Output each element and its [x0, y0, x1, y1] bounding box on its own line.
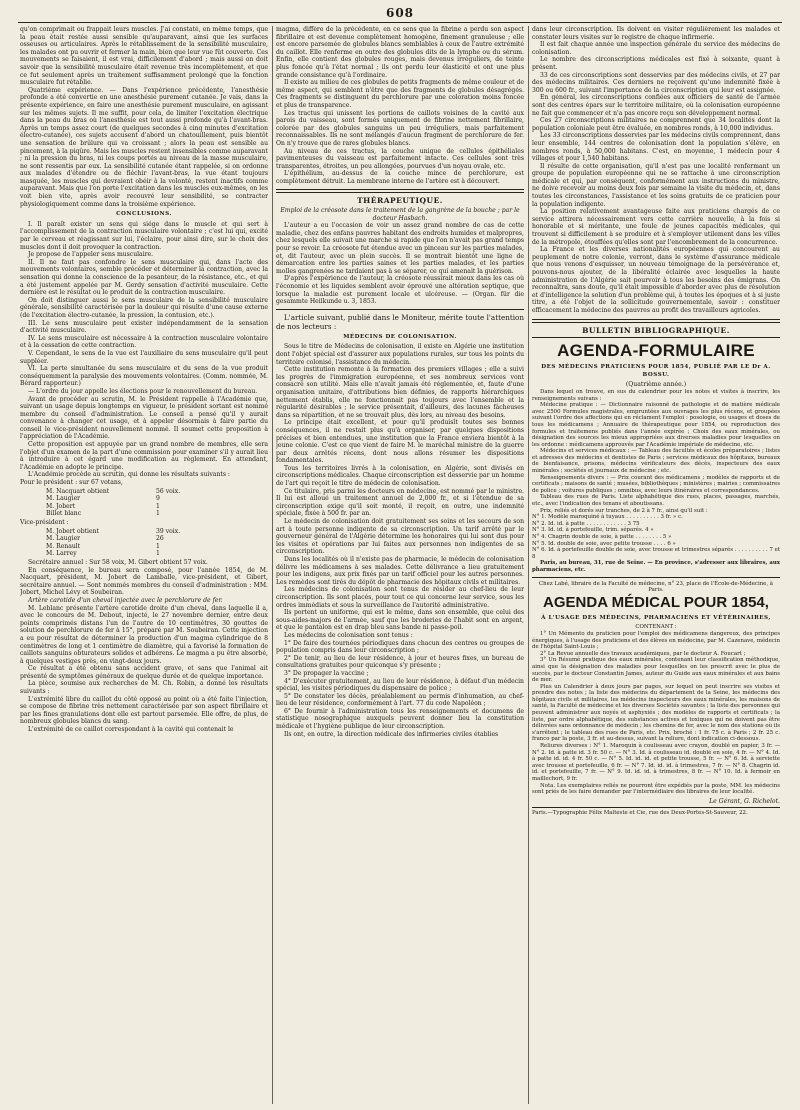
paragraph: L'auteur a eu l'occasion de voir un assez grand nombre de cas de cette maladie, chez des enfans pauvres habitant des endroits humides et malpropres, chez lesquels elle suivait une marche si rapide que l'on n'avait pas grand temps pour se revoir. La créosote fut étendue avec un pinceau sur les parties malades, et, dit l'auteur, avec un plein succès. Il se montrait bientôt une ligne de démarcation entre les parties saines et les parties malades, et les parties molles gangrenées ne tardaient pas à se séparer, ce qui amenait la guérison.	[276, 222, 524, 275]
paragraph: III. Le sens musculaire peut exister indépendamment de la sensation d'activité musculaire.	[20, 319, 268, 335]
paragraph: Artère carotide d'un cheval injectée avec le perchlorure de fer.	[28, 596, 223, 604]
section-heading: CONCLUSIONS.	[116, 211, 172, 218]
paragraph: Ils ont, en outre, la direction médicale des infirmeries civiles établies	[284, 730, 499, 738]
paragraph: 2° De tenir, au lieu de leur résidence, à jour et heures fixes, un bureau de consultations gratuites pour quiconque s'y présente ;	[276, 654, 524, 670]
paragraph: — L'ordre du jour appelle les élections pour le renouvellement du bureau.	[28, 387, 258, 395]
paragraph: L'épithélium, au-dessus de la couche mince de perchlorure, est complètement détruit. La membrane interne de l'artère est à découvert.	[276, 170, 524, 185]
column-1	[20, 26, 268, 1104]
paragraph: Secrétaire annuel : Sur 58 voix, M. Gibert obtient 57 voix.	[28, 558, 208, 566]
vote-count: 9	[156, 495, 160, 503]
header-rule	[18, 22, 782, 23]
vote-row	[46, 488, 268, 496]
article-title: Emploi de la créosote dans le traitement de la gangrène de la bouche ; par le docteur Hasbach.	[280, 207, 520, 222]
paragraph: Paris, au bureau, 31, rue de Seine. — En province, s'adresser aux libraires, aux pharmaciens, etc.	[532, 560, 780, 573]
vice-label: Vice-président :	[20, 519, 69, 526]
column-separator	[272, 26, 273, 1104]
vote-name: M. Jobert	[46, 502, 76, 510]
vote-name: M. Renault	[46, 542, 81, 550]
paragraph: Reliures diverses : N° 1. Maroquin à coulisseau avec crayon, doublé en papier, 3 fr. — N° 2. Id. à patte id. 3 fr. 50 c. — N° 3. Id. à coulisseau id. doublé en soie, 4 fr. — N° 4. Id. à patte id. id. 4 fr. 50 c. — N° 5. Id. id. id. et petite trousse, 5 fr. — N° 6. Id. à serviette avec trousse et portefeuille, 6 fr. — N° 7. Id. id. id. à trimestres, 7 fr. — N° 8. Chagrin id. id. et portefeuille, 7 fr. — N° 9. Id. id. id. à trimestres, 8 fr. — N° 10. Id. à fermoir en maillechort, 9 fr.	[532, 743, 780, 782]
price-item: N° 6. Id. à portefeuille double de soie, avec trousse et trimestres séparés . . . . . . . . . . 7 et 8	[532, 547, 780, 560]
agenda-subtitle: DES MÉDECINS PRATICIENS POUR 1854, PUBLIÉ PAR LE Dr A. BOSSU.	[541, 364, 771, 378]
paragraph: 3° De propager la vaccine ;	[284, 669, 369, 677]
paragraph: Médecins et services médicaux : — Tableau des facultés et écoles préparatoires ; listes et adresses des médecins et dentistes de Paris ; services médicaux des hôpitaux, bureaux de bienfaisance, prisons, médecins vérificateurs des décès, inspecteurs des eaux minérales ; sociétés et journaux de médecine ; etc.	[532, 448, 780, 475]
vote-count: 1	[156, 550, 160, 558]
paragraph: II. Il ne faut pas confondre le sens musculaire qui, dans l'acte des mouvements volontaires, semble précéder et déterminer la contraction, avec la sensation qui donne la conscience de la pesanteur, de la résistance, etc., et qui a été justement appelée par M. Gerdy sensation d'activité musculaire. Cette dernière est le résultat ou le produit de la contraction musculaire.	[20, 258, 268, 297]
paragraph: Plus un Calendrier à deux jours par pages, sur lequel on peut inscrire ses visites et prendre des notes ; la liste des médecins du département de la Seine, les médecins des hôpitaux civils et militaires, les médecins inspecteurs des eaux minérales, les maisons de santé, la Faculté de médecine et les diverses Sociétés savantes ; la liste des personnes qui peuvent administrer aux noyés et asphyxiés ; des modèles de rapports et certificats ; la liste, par ordre alphabétique, des substances actives et toxiques qui ne doivent pas être délivrées sans ordonnance de médecin ; les chemins de fer, avec le nom des stations où ils s'arrêtent ; le tableau des rues de Paris, etc. Prix, broché : 1 fr. 75 c. à Paris ; 2 fr. 25 c. franco par la poste, 3 fr. et au-dessus, suivant la reliure, dont indication ci-dessous.	[532, 683, 780, 743]
paragraph: Les tractus qui unissent les portions de caillots voisines de la cavité aux parois du vaisseau, sont formés uniquement de fibrine nettement fibrillaire, colorée par des globules sanguins un peu irréguliers, mais parfaitement reconnaissables. Ils ne sont mélangés d'aucun fragment de perchlorure de fer. On n'y trouve que de rares globules blancs.	[276, 109, 524, 147]
agenda2-subtitle: À L'USAGE DES MÉDECINS, PHARMACIENS ET VÉTÉRINAIRES,	[541, 614, 771, 621]
paragraph: En conséquence, le bureau sera composé, pour l'année 1854, de M. Nacquart, président, M. Jobert de Lamballe, vice-président, et Gibert, secrétaire annuel. — Sont nommés membres du conseil d'administration : MM. Jobert, Michel Lévy et Soubeiran.	[20, 566, 268, 597]
paragraph: IV. Le sens musculaire est nécessaire à la contraction musculaire volontaire et à la cessation de cette contraction.	[20, 334, 268, 350]
paragraph: V. Cependant, le sens de la vue est l'auxiliaire du sens musculaire qu'il peut suppléer.	[20, 349, 268, 365]
paragraph: L'extrémité libre du caillot du côté opposé au point où a été faite l'injection, se compose de fibrine très nettement caractérisée par son aspect fibrillaire et par les fines granulations dont elle est partout parsemée. Elle offre, de plus, de nombreux globules blancs du sang.	[20, 695, 268, 726]
paragraph: 5° De constater les décès, préalablement au permis d'inhumation, au chef-lieu de leur résidence, conformément à l'art. 77 du code Napoléon ;	[276, 692, 524, 708]
paragraph: Au niveau de ces tractus, la couche unique de cellules épithéliales pavimenteuses du vaisseau est parfaitement intacte. Ces cellules sont très transparentes, étroites, un peu allongées, pourvues d'un noyau ovale, etc.	[276, 147, 524, 170]
paragraph: Il existe au milieu de ces globules de petits fragments de même couleur et de même aspect, qui semblent n'être que des fragments de globules désagrégés. Ces fragments se distinguent du perchlorure par une coloration moins foncée et plus de transparence.	[276, 79, 524, 109]
divider	[532, 337, 780, 338]
vote-name: M. Nacquart obtient	[46, 487, 110, 495]
vote-count: 26	[156, 535, 164, 543]
price-item: N° 4. Chagrin double de soie, à patte . . . . . . . . 5 »	[532, 534, 672, 540]
paragraph: Quatrième expérience. — Dans l'expérience précédente, l'anesthésie profonde a été convertie en une anesthésie purement cutanée. Je vais, dans la présente expérience, en faire une anesthésie purement musculaire, en agissant sur les mêmes sujets. Il me suffit, pour cela, de limiter l'excitation électrique dans la peau du bras où l'anesthésie est tout aussi profonde qu'à l'avant-bras. Après un temps assez court (de quelques secondes à cinq minutes d'excitation électro-cutanée), ces sujets accusent d'abord un chatouillement, puis bientôt une sensation de brûlure qui va croissant ; alors la peau est sensible au pincement, à la piqûre. Mais les muscles restent insensibles comme auparavant ; ni la pression du bras, ni les coups portés au niveau de la masse musculaire, ne sont ressentis par eux. La sensibilité cutanée étant rappelée, si on ordonne aux malades d'étendre ou de fléchir l'avant-bras, la vue étant toujours masquée, les muscles qui devraient obéir à la volonté, restent inactifs comme auparavant. Mais que l'on porte l'excitation dans les muscles eux-mêmes, on les voit bien vite, après avoir recouvré leur sensibilité, se contracter physiologiquement comme dans la troisième expérience.	[20, 86, 268, 208]
agenda-title: AGENDA-FORMULAIRE	[557, 341, 755, 361]
paragraph: Tous les territoires livrés à la colonisation, en Algérie, sont divisés en circonscriptions médicales. Chaque circonscription est desservie par un homme de l'art qui reçoit le titre de médecin de colonisation.	[276, 464, 524, 488]
paragraph: Chez Labé, libraire de la Faculté de médecine, n° 23, place de l'École-de-Médecine, à Paris.	[539, 580, 773, 594]
paragraph: On doit distinguer aussi le sens musculaire de la sensibilité musculaire générale, sensibilité caractérisée par la douleur qui résulte d'une cause externe (de l'excitation électro-cutanée, la pression, la contusion, etc.).	[20, 296, 268, 319]
paragraph: 6° De fournir à l'administration tous les renseignements et documens de statistique nosographique auxquels peuvent donner lieu la constitution médicale et l'hygiène publique de leur circonscription.	[276, 707, 524, 731]
paragraph: Il est fait chaque année une inspection générale du service des médecins de colonisation.	[532, 41, 780, 56]
paragraph: 3° Un Résumé pratique des eaux minérales, contenant leur classification méthodique, ainsi que la désignation des maladies pour lesquelles on les prescrit avec le plus de succès, par le docteur Constantin James, auteur du Guide aux eaux minérales et aux bains de mer.	[532, 657, 780, 684]
paragraph: Nota. Les exemplaires reliés ne pourront être expédiés par la poste, MM. les médecins sont priés de les faire demander par l'intermédiaire des libraires de leur localité.	[532, 782, 780, 796]
paragraph: Ils portent un uniforme, qui est le même, dans son ensemble, que celui des sous-aides-majors de l'armée, sauf que les broderies de l'habit sont en argent, et que le pantalon est en drap bleu sans bande ni passe-poil.	[276, 609, 524, 632]
paragraph: qu'on comprimait ou frappait leurs muscles. J'ai constaté, en même temps, que la peau était restée aussi sensible qu'auparavant, ainsi que les surfaces osseuses ou articulaires. Après le rétablissement de la sensibilité musculaire, les malades ont pu ouvrir et fermer la main, bien que leur vue fût couverte. Ces mouvements se faisaient, il est vrai, difficilement d'abord ; mais aussi on doit savoir que la sensibilité musculaire était revenue très incomplètement, et que ce fut seulement après un traitement suffisamment prolongé que la fonction musculaire fut rétablie.	[20, 26, 268, 87]
divider	[532, 577, 780, 578]
section-heading: THÉRAPEUTIQUE.	[357, 196, 443, 206]
price-item: N° 2. Id. id. à patte . . . . . . . . . . . . 3 75	[532, 520, 640, 527]
paragraph: Ce titulaire, pris parmi les docteurs en médecine, est nommé par le ministre. Il lui est alloué un traitement annuel de 2,000 fr., et si l'étendue de sa circonscription exige qu'il soit monté, il reçoit, en outre, une indemnité spéciale, fixée à 500 fr. par an.	[276, 487, 524, 518]
imprint: Paris.—Typographie Félix Malteste et Cie, rue des Deux-Portes-St-Sauveur, 22.	[532, 810, 748, 817]
paragraph: Le médecin de colonisation doit gratuitement ses soins et les secours de son art à toute personne indigente de sa circonscription. Un tarif arrêté par le gouverneur général de l'Algérie détermine les honoraires qui lui sont dus pour les visites et opérations par lui faites aux personnes non indigentes de sa circonscription.	[276, 518, 524, 556]
paragraph: Ce résultat a été obtenu sans accident grave, et sans que l'animal ait présenté de symptômes généraux de quelque durée et de quelque importance.	[20, 665, 268, 680]
paragraph: 33 de ces circonscriptions sont desservies par des médecins civils, et 27 par des médecins militaires. Ces derniers ne reçoivent qu'une indemnité fixée à 300 ou 600 fr., suivant l'importance de la circonscription qui leur est assignée.	[532, 71, 780, 94]
divider	[276, 309, 524, 310]
vote-row	[46, 495, 268, 503]
paragraph: La France et les diverses nationalités européennes qui concourent au peuplement de notre colonie, verront, dans le système d'assurance médicale que nous venons d'esquisser, un nouveau témoignage de la persévérance et, pouvons-nous ajouter, de la libéralité éclairée avec lesquelles la haute administration de l'Algérie sait pourvoir à tous les besoins des émigrans. On reconnaîtra, sans doute, qu'il était impossible d'aborder avec plus de résolution et d'intelligence la solution d'un problème qui, à toutes les époques et à si juste titre, a été l'objet de la sollicitude gouvernementale, savoir : constituer efficacement la médecine des pauvres au profit des travailleurs agricoles.	[532, 246, 780, 314]
paragraph: dans leur circonscription. Ils doivent en visiter régulièrement les malades et constater leurs visites sur le registre de chaque infirmerie.	[532, 26, 780, 41]
vote-row	[46, 535, 268, 543]
paragraph: Renseignements divers : — Prix courant des médicamens ; modèles de rapports et de certificats ; maisons de santé ; musées, bibliothèques ; ministères ; mairies ; commissaires de police ; voitures publiques ; omnibus, avec leurs itinéraires et correspondances.	[532, 474, 780, 494]
divider	[532, 807, 780, 808]
paragraph: VI. La perte simultanée du sens musculaire et du sens de la vue produit conséquemment la paralysie des mouvements volontaires. (Comm. nommée, M. Bérard rapporteur.)	[20, 365, 268, 388]
vote-name: M. Jobert obtient	[46, 527, 99, 535]
vote-row	[46, 543, 268, 551]
column-3	[532, 26, 780, 1104]
paragraph: Cette institution remonte à la formation des premiers villages ; elle a suivi les progrès de l'immigration européenne, et ses nombreux services vont consacré son utilité. Mais elle n'avait jamais été réglementée, et, faute d'une organisation unitaire, d'attributions bien définies, de rapports hiérarchiques nettement établis, elle ne fonctionnait pas toujours avec l'ensemble et la régularité désirables ; le service présentait, d'ailleurs, des lacunes fâcheuses dans sa répartition, et ne se trouvait plus, dès lors, au niveau des besoins.	[276, 366, 524, 419]
page-number: 608	[385, 6, 415, 20]
vote-name: M. Laugier	[46, 495, 81, 503]
paragraph: 1° Un Mémento du praticien pour l'emploi des médicamens dangereux, des principes énergiques, à l'usage des praticiens et des élèves en médecine, par M. Cazenave, médecin de l'hôpital Saint-Louis ;	[532, 630, 780, 651]
paragraph: 4° D'exécuter gratuitement, au lieu de leur résidence, à défaut d'un médecin spécial, les visites périodiques du dispensaire de police ;	[276, 677, 524, 693]
vote-name: M. Laugier	[46, 535, 81, 543]
vote-count: 39 voix.	[156, 527, 181, 535]
price-item: N° 3. Id. id. à portefeuille, trim. séparés. 4 »	[532, 527, 654, 534]
vote-count: 1	[156, 510, 160, 518]
vote-count: 1	[156, 542, 160, 550]
paragraph: Ces 27 circonscriptions militaires ne comprennent que 34 localités dont la population coloniale peut être évaluée, en nombres ronds, à 10,000 individus.	[532, 117, 780, 132]
paragraph: Les médecins de colonisation sont tenus :	[284, 631, 413, 639]
section-rule	[276, 189, 524, 193]
paragraph: I. Il paraît exister un sens qui siége dans le muscle et qui sert à l'accomplissement de la contraction musculaire volontaire ; c'est lui qui, excité par le cerveau et réagissant sur lui, l'éclaire, pour ainsi dire, sur le choix des muscles dont il doit provoquer la contraction.	[20, 220, 268, 251]
gerant-signature: Le Gérant, G. Richelot.	[709, 797, 780, 805]
paragraph: D'après l'expérience de l'auteur, la créosote réussirait mieux dans les cas où l'économie et les liquides semblent avoir éprouvé une altération septique, que lorsque la maladie est purement locale et ulcéreuse. — (Organ. für die gesammte Heilkunde u. 3, 1853.	[276, 275, 524, 306]
paragraph: Il résulte de cette organisation, qu'il n'est pas une localité renfermant un groupe de population européenne qui ne se rattache à une circonscription médicale et qui, par conséquent, conformément aux instructions du ministre, ne doive recevoir au moins deux fois par semaine la visite du médecin, et, dans toutes les circonstances, l'assistance et les soins gratuits de ce praticien pour la population indigente.	[532, 162, 780, 208]
paragraph: En général, les circonscriptions confiées aux officiers de santé de l'armée sont des centres épars sur le territoire militaire, où la colonisation européenne ne fait que commencer et n'a pas encore reçu son développement normal.	[532, 94, 780, 117]
section-heading: BULLETIN BIBLIOGRAPHIQUE.	[582, 325, 730, 335]
vote-row	[46, 528, 268, 536]
vote-row	[46, 550, 268, 558]
paragraph: Le nombre des circonscriptions médicales est fixé à soixante, quant à présent.	[532, 56, 780, 71]
section-rule	[532, 319, 780, 323]
vote-name: Billet blanc	[46, 510, 82, 518]
agenda2-contenant: CONTENANT :	[635, 624, 677, 631]
paragraph: magma, diffère de la précédente, en ce sens que la fibrine a perdu son aspect fibrillaire et est devenue complètement homogène, finement granuleuse ; elle est encore parsemée de globules blancs semblables à ceux de l'autre extrémité du caillot. Elle renferme en outre des globules dits de la lymphe ou du sérum. Enfin, elle contient des globules rouges, mais devenus irréguliers, de teinte plus foncée qu'à l'état normal ; ils ont perdu leur élasticité et ont une plus grande consistance qu'à l'ordinaire.	[276, 26, 524, 79]
paragraph: Tableau des rues de Paris. Liste alphabétique des rues, places, passages, marchés, etc., avec l'indication des tenans et aboutissans.	[532, 494, 780, 508]
paragraph: L'article suivant, publié dans le Moniteur, mérite toute l'attention de nos lecteurs :	[276, 312, 524, 331]
vote-row	[46, 510, 268, 518]
paragraph: La pièce, soumise aux recherches de M. Ch. Robin, a donné les résultats suivants :	[20, 680, 268, 696]
section-heading: MÉDECINS DE COLONISATION.	[343, 333, 457, 340]
price-item: N° 1. Modèle maroquiné à tuyaux . . . . . . . . . . 3 fr. » c.	[532, 514, 683, 521]
president-line: Pour le président : sur 67 votans,	[20, 479, 123, 487]
paragraph: La position relativement avantageuse faite aux praticiens chargés de ce service attirera nécessairement vers cette carrière nouvelle, à la fois si honorable et si méritante, une foule de jeunes capacités médicales, qui trouvent si difficilement à se produire et à s'employer utilement dans les villes de la métropole, étouffées qu'elles sont par l'encombrement de la concurrence.	[532, 208, 780, 246]
column-separator	[528, 26, 529, 1104]
paragraph: Les médecins de colonisation sont tenus de résider au chef-lieu de leur circonscription. Ils sont placés, pour tout ce qui concerne leur service, sous les ordres immédiats et sous la surveillance de l'autorité administrative.	[276, 586, 524, 609]
price-item: N° 5. Id. double de soie, avec petite trousse . . . . 6 »	[532, 540, 676, 547]
paragraph: 2° La Revue annuelle des travaux académiques, par le docteur A. Foucart ;	[540, 650, 746, 657]
agenda2-title: AGENDA MÉDICAL POUR 1854,	[543, 593, 769, 611]
paragraph: M. Leblanc présente l'artère carotide droite d'un cheval, dans laquelle il a, avec le concours de M. Debout, injecté, le 27 novembre dernier, entre deux points comprimés distans l'un de l'autre de 10 centimètres, 30 gouttes de solution de perchlorure de fer à 15°, préparé par M. Soubeiran. Cette injection a eu pour résultat de déterminer la production d'un magma cylindrique de 8 centimètres de long et 1 centimètre de diamètre, qui a favorisé la formation de caillots sanguins obturateurs solides et adhérens. Le magma a pu être absorbé, à quelques vestiges près, en vingt-deux jours.	[20, 604, 268, 665]
column-2	[276, 26, 524, 1104]
paragraph: Sous le titre de Médecins de colonisation, il existe en Algérie une institution dont l'objet spécial est d'assurer aux populations rurales, sur tous les points du territoire colonisé, l'assistance du médecin.	[276, 343, 524, 366]
paragraph: Dans lequel on trouve, en sus du calendrier pour les notes et visites à inscrire, les renseignements suivans :	[532, 388, 780, 402]
paragraph: Les 33 circonscriptions desservies par les médecins civils comprennent, dans leur ensemble, 144 centres de colonisation dont la population s'élève, en nombres ronds, à 50,000 habitans. C'est, en moyenne, 1 médecin pour 4 villages et pour 1,540 habitans.	[532, 132, 780, 163]
paragraph: L'extrémité de ce caillot correspondant à la cavité qui contenait le	[28, 726, 234, 734]
president-votes	[46, 488, 268, 518]
paragraph: Dans les localités où il n'existe pas de pharmacie, le médecin de colonisation délivre les médicamens à ses malades. Cette délivrance a lieu gratuitement pour les indigens, aux prix fixés par un tarif officiel pour les autres personnes. Les remèdes sont tirés du dépôt de pharmacie des hôpitaux civils et militaires.	[276, 556, 524, 586]
paragraph: Médecine pratique : — Dictionnaire raisonné de pathologie et de matière médicale avec 2500 Formules magistrales, empruntées aux ouvrages les plus récens, et groupées suivant l'ordre des affections qui en réclament l'emploi : posologie, ou usages et doses de tous les médicamens ; Annuaire de thérapeutique pour 1854, ou reproduction des formules et traitemens publiés dans l'année expirée ; Choix des eaux minérales, ou désignation des sources les mieux appropriées aux diverses maladies pour lesquelles on les ordonne : médicamens approuvés par l'Académie impériale de médecine, etc.	[532, 402, 780, 448]
paragraph: Avant de procéder au scrutin, M. le Président rappelle à l'Académie que, suivant un usage depuis longtemps en vigueur, le président sortant est nommé membre du conseil d'administration. Le conseil a pensé qu'il y aurait convenance à changer cet usage, et à appeler désormais à faire partie du conseil le vice-président nouvellement nommé. Il soumet cette proposition à l'appréciation de l'Académie.	[20, 395, 268, 441]
vice-votes	[46, 528, 268, 558]
paragraph: 1° De faire des tournées périodiques dans chacun des centres ou groupes de population compris dans leur circonscription ;	[276, 639, 524, 655]
vote-name: M. Larrey	[46, 550, 77, 558]
paragraph: Je propose de l'appeler sens musculaire.	[28, 251, 154, 259]
vote-count: 1	[156, 502, 160, 510]
agenda-edition: (Quatrième année.)	[625, 381, 687, 389]
paragraph: Cette proposition est appuyée par un grand nombre de membres, elle sera l'objet d'un examen de la part d'une commission pour examiner s'il y aurait lieu à introduire à cet égard une modification au règlement. En attendant, l'Académie en adopte le principe.	[20, 441, 268, 471]
paragraph: Le principe était excellent, et pour qu'il produisît toutes ses bonnes conséquences, il ne restait plus qu'à organiser, par quelques dispositions précises et bien entendues, une institution que la France enviera bientôt à la jeune colonie. C'est ce que vient de faire M. le maréchal ministre de la guerre par deux arrêtés récens, dont nous allons résumer les dispositions fondamentales.	[276, 419, 524, 465]
paragraph: Prix, reliés et dorés sur tranches, de 2 à 7 fr., ainsi qu'il suit :	[540, 507, 708, 514]
vote-count: 56 voix.	[156, 487, 181, 495]
paragraph: L'Académie procède au scrutin, qui donne les résultats suivants :	[28, 471, 230, 479]
vote-row	[46, 503, 268, 511]
